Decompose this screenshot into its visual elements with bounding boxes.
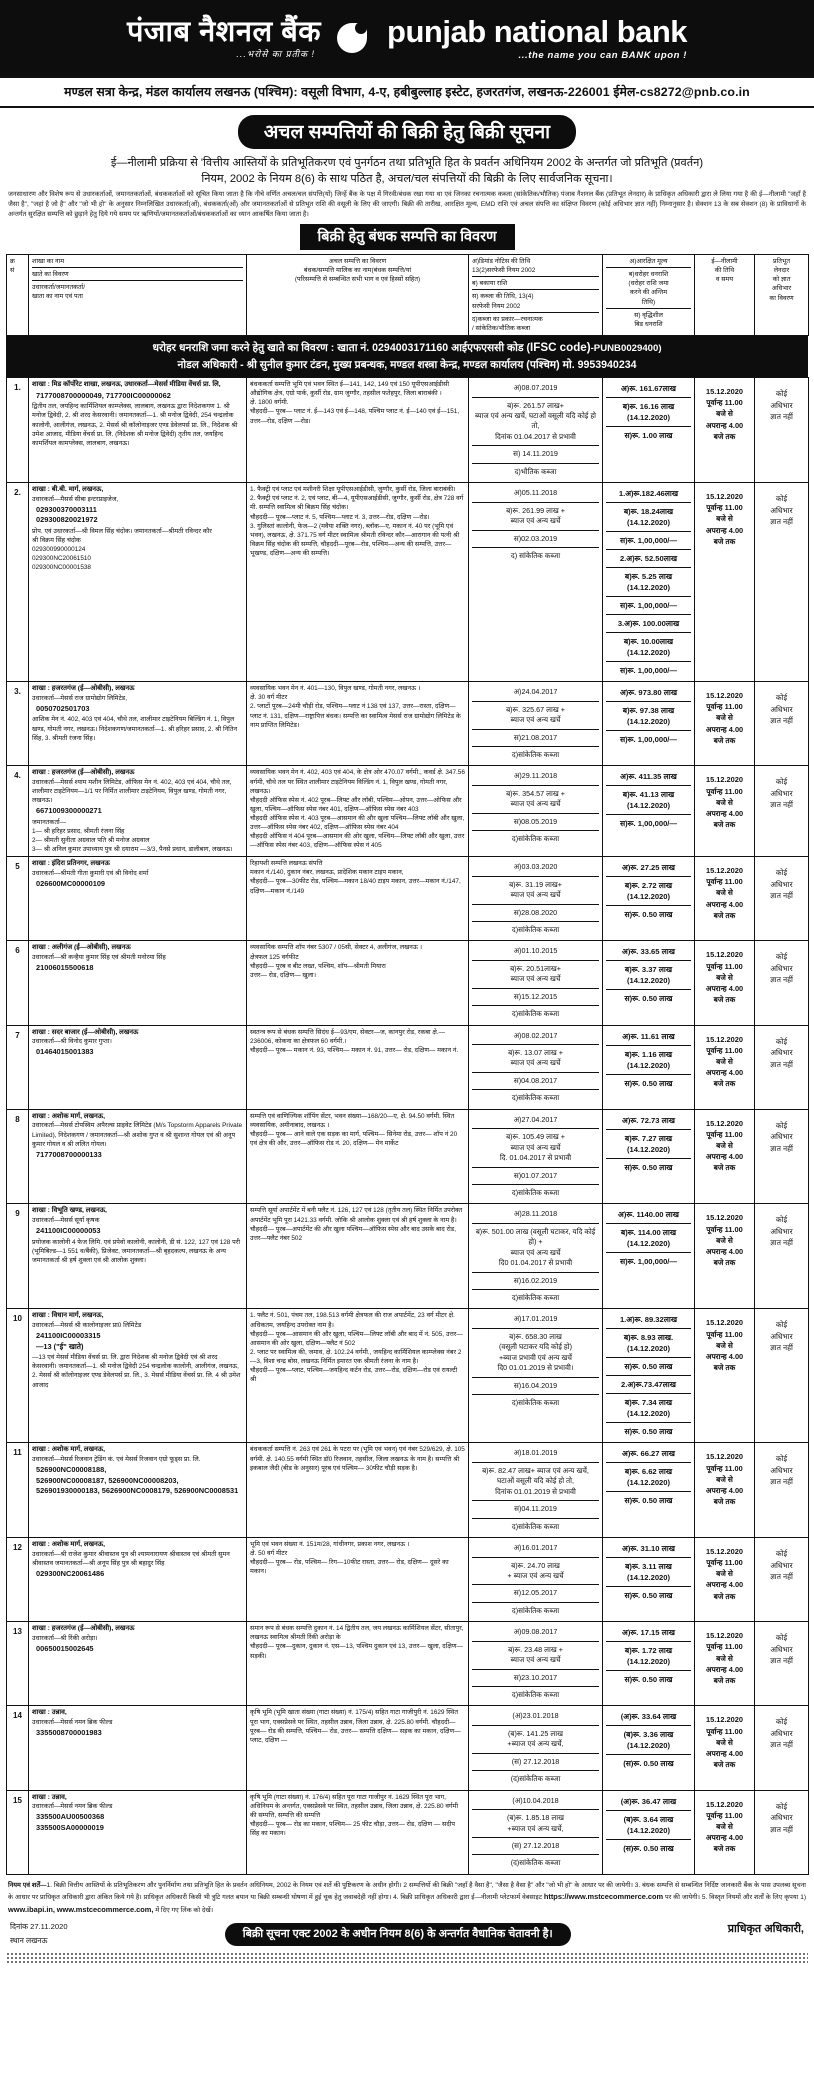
row-branch-details: शाखा : बी.बी. मार्ग, लखनऊ, उधारकर्ता—मैसर्स सीबा इन्टरप्राइजेज, 029300370003111 029300820021972 प्रोप. एवं उधारकर्ता—श्री विमल सिंह चंदोक। जमानतकर्ता—श्रीमती रविन्दर कौर श्री विक्रम सिंह चंदोक 029300990000124 029300NC20061510 029300NC00001538 (29, 483, 247, 682)
row-branch-details: शाखा : अशोक मार्ग, लखनऊ, उधारकर्ता—मेसर्स टोपस्विम अपैरल्स प्राइवेट लिमिटेड (M/s Topstorm Apparels Private Limited), निदेशकगण / जमानतकर्ता—श्री अशोक गुप्त व श्री सुशान्त गोयल एवं श्री अनूप कुमार गोयल व श्री ललित गोयल। 7177008700000133 (29, 1109, 247, 1204)
row-auction-datetime: 15.12.2020 पूर्वान्ह 11.00 बजे से अपरान्ह 4.00 बजे तक (695, 1443, 755, 1538)
row-property-description: समान रूप से बंधक सम्पत्ति दुकान नं. 14 द्वितीय तल, जय लखनऊ कार्मिशियल सेंटर, सीतापुर, लखनऊ स्वामित्व श्रीमती रिंकी अरोड़ा के चौहददी— पूरब—दुकान, दुकान नं. एस—13, पश्चिम दुकान एवं 13, उत्तर— खुला, दक्षिण— सड़की। (247, 1622, 469, 1706)
table-row (7, 941, 809, 1025)
row-demand-notice: अ)09.08.2017 ब)रू. 23.48 लाख + ब्याज एवं अन्य खर्चे स)23.10.2017 द)सांकेतिक कब्जा (469, 1622, 603, 1706)
terms-label: नियम एवं शर्तें— (8, 1881, 47, 1889)
row-branch-details: शाखा : विभूति खण्ड, लखनऊ, उधारकर्ता—मेसर्स सूर्या कृषक 241100IC00000053 प्रयोजक कालोनी 4 फेज लिमि. एवं प्रपेवो कालोनी, कालोनी, डी सं. 122, 127 एवं 128 परी (भूमिबिल्ड—1 551 व/बैंकी), प्रिजेक्ट, जमानतकर्ता—श्री बृहदकल्प, लखनऊ के अन्य जमानतकर्ता श्री हर्ष शुक्ला एवं श्री आलोक शुक्ला। (29, 1204, 247, 1309)
row-reserve-price: अ)रू. 161.67लाख ब)रू. 16.16 लाख (14.12.2020) स)रू. 1.00 लाख (603, 378, 695, 483)
terms-text-2: पर की जायेगी। 5. विस्तृत नियमों और शर्तों के लिए कृपया 1) (663, 1894, 807, 1902)
office-address: मण्डल सत्रा केन्द्र, मंडल कार्यालय लखनऊ (पश्चिम): वसूली विभाग, 4-ए, हबीबुल्लाह इस्टेट, हजरतगंज, लखनऊ-226001 ईमेल-cs8272@pnb.co.in (64, 85, 750, 99)
row-auction-datetime: 15.12.2020 पूर्वान्ह 11.00 बजे से अपरान्ह 4.00 बजे तक (695, 1109, 755, 1204)
row-serial-number: 10 (7, 1309, 29, 1443)
row-property-description: कृषि भूमि (भूमि खाता संख्या (गाटा संख्या) नं. 175/4) सहित गाटा गाजीपुरी नं. 1629 स्थित पूरा भाग, एक्सप्रेसवे पर स्थित, तहसील उन्नाव, जिला उन्नाव, क्षे. 225.80 वर्गमी. चौहददी— पूरब— रोड की सम्पत्ति, पश्चिम— रोड, उत्तर— सम्पत्ति दक्षिण— सड़क का मकान, दक्षिण—प्लाट, दक्षिण — (247, 1706, 469, 1790)
row-serial-number: 9 (7, 1204, 29, 1309)
row-branch-details: शाखा : हजरतगंज (ई—ओबीसी), लखनऊ उधारकर्ता—श्री रिंकी अरोड़ा। 00650015002645 (29, 1622, 247, 1706)
row-auction-datetime: 15.12.2020 पूर्वान्ह 11.00 बजे से अपरान्ह 4.00 बजे तक (695, 1790, 755, 1874)
row-reserve-price: अ)रू. 31.10 लाख ब)रू. 3.11 लाख (14.12.2020) स)रू. 0.50 लाख (603, 1538, 695, 1622)
row-property-description: बंधककर्ता सम्पत्ति नं. 263 एवं 261 के पटरा पर (भूमि एवं भवन) एवं नंबर 529/629, क्षे. 105 वर्गमी. क्षे. 140.55 वर्गमी स्थित डॉ0 रिजवान, तहसील, जिला लखनऊ के नाम है। सम्पत्ति श्री इकबाल जैदी (बीड के अनुसार) पूरब एवं पश्चिम— 30फीट चौड़ी सड़क है। (247, 1443, 469, 1538)
row-reserve-price: 1.अ)रू. 89.32लाख ब)रू. 8.93 लाख. (14.12.2020) स)रू. 0.50 लाख 2.अ)रू.73.47लाख ब)रू. 7.34 लाख (14.12.2020) स)रू. 0.50 लाख (603, 1309, 695, 1443)
lead-line-1: ई—नीलामी प्रक्रिया से 'वित्तीय आस्तियों के प्रतिभूतिकरण एवं पुनर्गठन तथा प्रतिभूति हित के प्रवर्तन अधिनियम 2002 के अन्तर्गत जो प्रतिभूति (प्रवर्तन) (110, 157, 704, 169)
row-branch-details: शाखा : हजरतगंज (ई—ओबीसी), लखनऊ उधारकर्ता—मेसर्स राज ग्रामोद्योग लिमिटेड, 0050702501703 आशिक मेन नं. 402, 403 एवं 404, चौथे तल, शालीमार टाइटेनियम बिल्डिंग नं. 1, विपुल खण्ड, गोमती नगर, लखनऊ। निदेशकगण/जमानतकर्ता—1. श्री हरिहर प्रसाद, 2. श्री नितिन सिंह, 3. श्रीमती रंजना सिंह। (29, 682, 247, 766)
row-encumbrance: कोई अधिभार ज्ञात नहीं (755, 1025, 809, 1109)
row-property-description: भूमि एवं भवन संख्या नं. 151म/28, गांधीनगर, प्रकाश नगर, लखनऊ । क्षे. 50 वर्ग मीटर चौहददी— पूरब— रोड, पश्चिम— रिग—10फीट रास्ता, उत्तर— रोड, दक्षिण— दूसरे का मकान। (247, 1538, 469, 1622)
row-branch-details: शाखा : मिड कॉर्पोरेट शाखा, लखनऊ, उधारकर्ता—मेसर्स मीडिया वेंचर्स प्रा. लि, 7177008700000049, 717700IC00000062 द्वितीय तल, जयहिन्द कार्मिशियल काम्प्लेक्स, लालबाग, लखनऊ द्वारा निदेशकगण 1. श्री मनोज द्विवेदी, 2. श्री शरद केसरवानी। जमानतकर्ता—1. श्री मनोज द्विवेदी, 254 चन्द्रलोक कालोनी, आलीगंज, लखनऊ, 2. मेसर्स श्री कॉलोनाइजर एण्ड डेवेलपर्स प्रा. लि., निदेशक श्री उमेश आजाद, मीडिया वेंचर्स प्रा. लि. (निदेशक श्री मनोज द्विवेदी) तृतीय तल, जयहिन्द कामर्शियल कामप्लेक्स, लालबाग, लखनऊ। (29, 378, 247, 483)
row-auction-datetime: 15.12.2020 पूर्वान्ह 11.00 बजे से अपरान्ह 4.00 बजे तक (695, 857, 755, 941)
table-row (7, 1622, 809, 1706)
col-header-auction-datetime: ई—नीलामी की तिथि व समय (695, 255, 755, 336)
mstc-url-2[interactable]: www.mstcecommerce.com, (56, 1904, 154, 1914)
table-row (7, 483, 809, 682)
row-reserve-price: अ)रू. 72.73 लाख ब)रू. 7.27 लाख (14.12.2020) स)रू. 0.50 लाख (603, 1109, 695, 1204)
row-demand-notice: (अ)23.01.2018 (ब)रू. 141.25 लाख +ब्याज एवं अन्य खर्चे, (स) 27.12.2018 (द)सांकेतिक कब्जा (469, 1706, 603, 1790)
footer-row (0, 1918, 814, 1947)
ibapi-url[interactable]: www.ibapi.in, (8, 1904, 55, 1914)
row-serial-number: 7 (7, 1025, 29, 1109)
emd-account-label: धरोहर धनराशि जमा करने हेतु खाते का विवरण : (152, 341, 335, 354)
row-reserve-price: अ)रू. 33.65 लाख ब)रू. 3.37 लाख (14.12.2020) स)रू. 0.50 लाख (603, 941, 695, 1025)
row-reserve-price: अ)रू. 1140.00 लाख ब)रू. 114.00 लाख (14.12.2020) स)रू. 1,00,000/— (603, 1204, 695, 1309)
table-row (7, 1790, 809, 1874)
ifsc-code: -PUNB0029400) (590, 342, 662, 354)
mstc-url-1[interactable]: https://www.mstcecommerce.com (543, 1892, 664, 1902)
row-auction-datetime: 15.12.2020 पूर्वान्ह 11.00 बजे से अपरान्ह 4.00 बजे तक (695, 483, 755, 682)
row-encumbrance: कोई अधिभार ज्ञात नहीं (755, 1204, 809, 1309)
row-serial-number: 4. (7, 766, 29, 857)
address-bar-wrap (0, 76, 814, 108)
row-encumbrance: कोई अधिभार ज्ञात नहीं (755, 1443, 809, 1538)
row-encumbrance: कोई अधिभार ज्ञात नहीं (755, 1790, 809, 1874)
pnb-emblem-icon (335, 21, 373, 55)
emd-account-strip (6, 336, 808, 377)
row-demand-notice: अ)27.04.2017 ब)रू. 105.49 लाख + ब्याज एवं अन्य खर्चे दि. 01.04.2017 से प्रभावी स)01.07.2017 द)सांकेतिक कब्जा (469, 1109, 603, 1204)
fineprint-paragraph: जनसाधारण और विशेष रूप से उधारकर्ताओं, जमानतकर्ताओं, बंधककर्ताओं को सूचित किया जाता है कि नीचे वर्णित अचल/चल संपत्ति(यों) जिन्हें बैंक के पक्ष में गिरवी/बंधक रखा गया था एवं जिनका रचनात्मक कब्जा (सांकेतिक/भौतिक) पंजाब नैशनल बैंक (प्रतिभूत लेनदार) के प्राधिकृत अधिकारी द्वारा ले लिया गया है की ई—नीलामी "जहाँ है जैसा है", "जहां है जो है" और "जो भी हो" के अनुसार निम्नलिखित उधारकर्ता(ओं), बंधककर्ता(ओं) और जमानतकर्ताओं से प्रतिभूत राशि की वसूली के लिए की जाएगी। बिक्री की तारीख, आरक्षित मूल्य, EMD राशि एवं अचल संपत्ति का संक्षिप्त विवरण (कोई अधिभार ज्ञात नहीं) निम्नानुसार है। सेक्शन 13 के सब सेक्शन (8) के प्राविधानों के अन्तर्गत सुरक्षित सम्पत्ति को छुड़ाने हेतु दिये गये समय पर ऋणियों/जमानतकर्ताओं/बंधककर्ताओं का ध्यान आकर्षित किया जाता है। (8, 191, 806, 219)
col-header-serial: क्र सं (7, 255, 29, 336)
table-row (7, 1109, 809, 1204)
row-serial-number: 3. (7, 682, 29, 766)
table-row (7, 1706, 809, 1790)
terms-text-3: में दिए गए लिंक को देखें। (153, 1906, 214, 1914)
row-demand-notice: अ)29.11.2018 ब)रू. 354.57 लाख + ब्याज एवं अन्य खर्चे स)08.05.2019 द)सांकेतिक कब्जा (469, 766, 603, 857)
row-reserve-price: अ)रू. 411.35 लाख ब)रू. 41.13 लाख (14.12.2020) स)रू. 1,00,000/— (603, 766, 695, 857)
bank-logo-english (387, 13, 688, 61)
row-reserve-price: अ)रू. 11.61 लाख ब)रू. 1.16 लाख (14.12.2020) स)रू. 0.50 लाख (603, 1025, 695, 1109)
row-serial-number: 14 (7, 1706, 29, 1790)
row-property-description: सम्पत्ति एवं वाणिज्यिक शॉपिंग सेंटर, भवन संख्या—168/20—ए, क्षे. 94.50 वर्गमी. स्थित व्यवसायिक, अमीनाबाद, लखनऊ । चौहददी— पूरब— आने वाले एक सड़क का मार्ग, पश्चिम— सिनेमा रोड, उत्तर— शॉप नं 20 एवं क्षेत्र की और, उत्तर—ऑफिस रोड नं. 20, दक्षिण— मेन मार्केट (247, 1109, 469, 1204)
row-auction-datetime: 15.12.2020 पूर्वान्ह 11.00 बजे से अपरान्ह 4.00 बजे तक (695, 1622, 755, 1706)
row-auction-datetime: 15.12.2020 पूर्वान्ह 11.00 बजे से अपरान्ह 4.00 बजे तक (695, 378, 755, 483)
row-branch-details: शाखा : विधान मार्ग, लखनऊ, उधारकर्ता—मेसर्स श्री कालोनाइजर प्रा0 लिमिटेड 241100IC00003315 —13 ("ई" खाते) —13 एवं मेसर्स मीडिया वेंचर्स प्रा. लि. द्वारा निदेशक श्री मनोज द्विवेदी एवं श्री शरद केसरवानी। जमानतकर्ता—1. श्री मनोज द्विवेदी 254 चन्द्रलोक कालोनी, आलीगंज, लखनऊ, 2. मेसर्स श्री कॉलोनाइजर एण्ड डेवेलपर्स प्रा. लि., 3. मेसर्स मीडिया वेंचर्स प्रा. लि. 4 श्री उमेश आजाद (29, 1309, 247, 1443)
bank-logo-hindi (126, 15, 322, 59)
table-row (7, 857, 809, 941)
row-property-description: कृषि भूमि (गाटा संख्या) नं. 176/4) सहित पूरा गाटा गाजीपुर नं. 1629 स्थित पूरा भाग, अधिनियम के अन्तर्गत, एक्सप्रेसवे पर स्थित, तहसील उन्नाव, जिला उन्नाव, क्षे. 225.80 वर्गमी की सम्पत्ति, सम्पत्ति की सम्पत्ति चौहददी— पूरब— रोड का मकान, पश्चिम— 25 फीट चौड़ा, उत्तर— रोड, दक्षिण — सदीप सिंह का मकान। (247, 1790, 469, 1874)
table-row (7, 682, 809, 766)
row-encumbrance: कोई अधिभार ज्ञात नहीं (755, 483, 809, 682)
row-serial-number: 15 (7, 1790, 29, 1874)
notice-place: स्थान लखनऊ (10, 1936, 48, 1946)
row-auction-datetime: 15.12.2020 पूर्वान्ह 11.00 बजे से अपरान्ह 4.00 बजे तक (695, 766, 755, 857)
masthead (0, 0, 814, 76)
row-branch-details: शाखा : इंदिरा प्रतिनगर, लखनऊ उधारकर्ता—श्रीमती गीता कुमारी एवं श्री विनोद शर्मा 026600MC00000109 (29, 857, 247, 941)
row-encumbrance: कोई अधिभार ज्ञात नहीं (755, 941, 809, 1025)
decorative-dotted-bar (6, 1952, 808, 1964)
row-reserve-price: 1.अ)रू.182.46लाख ब)रू. 18.24लाख (14.12.2020) स)रू. 1,00,000/— 2.अ)रू. 52.50लाख ब)रू. 5.25 लाख (14.12.2020) स)रू. 1,00,000/— 3.अ)रू. 100.00लाख ब)रू. 10.00लाख (14.12.2020) स)रू. 1,00,000/— (603, 483, 695, 682)
col-header-demand-notice: अ)डिमांड नोटिस की तिथि 13(2)सरफेसी नियम 2002 ब) बकाया राशि स) कब्जा की तिथि, 13(4) सरफेसी नियम 2002 द)कब्जा का प्रकार—रचनात्मक / सांकेतिक/भौतिक कब्जा (469, 255, 603, 336)
title-band (0, 108, 814, 152)
row-property-description: व्यवसायिक सम्पत्ति शॉप नंबर 5307 / 05सी, सेक्टर 4, अलीगंज, लखनऊ । क्षेत्रफल 125 वर्गफीट चौहददी— पूरब व बीट लख्त, पश्चिम, शॉप—श्रीमती मियारा उत्तर— रोड, दक्षिण— खुला। (247, 941, 469, 1025)
lead-line-2: नियम, 2002 के नियम 8(6) के साथ पठित है, अचल/चल संपत्तियों की बिक्री के लिए सार्वजनिक सूचना। (201, 173, 613, 186)
row-auction-datetime: 15.12.2020 पूर्वान्ह 11.00 बजे से अपरान्ह 4.00 बजे तक (695, 1706, 755, 1790)
row-branch-details: शाखा : उन्नाव, उधारकर्ता—मेसर्स नमन ब्रिक फील्ड 3355008700001983 (29, 1706, 247, 1790)
row-demand-notice: अ)05.11.2018 ब)रू. 261.99 लाख + ब्याज एवं अन्य खर्चे स)02.03.2019 द) सांकेतिक कब्जा (469, 483, 603, 682)
row-encumbrance: कोई अधिभार ज्ञात नहीं (755, 1309, 809, 1443)
row-reserve-price: (अ)रू. 36.47 लाख (ब)रू. 3.64 लाख (14.12.2020) (स)रू. 0.50 लाख (603, 1790, 695, 1874)
row-demand-notice: अ)08.07.2019 ब)रू. 261.57 लाख+ ब्याज एवं अन्य खर्चे, घटाओं वसूली यदि कोई हो तो, दिनांक 01.04.2017 से प्रभावी स) 14.11.2019 द)भौतिक कब्जा (469, 378, 603, 483)
row-serial-number: 12 (7, 1538, 29, 1622)
row-branch-details: शाखा : अशोक मार्ग, लखनऊ, उधारकर्ता—श्री राजेश कुमार श्रीवास्तव पुत्र श्री श्यामनारायण श्रीवास्तव एवं श्रीमती सुमन श्रीवास्तव जमानतकर्ता—श्री अनूप सिंह पुत्र श्री बहादुर सिंह 029300NC20061486 (29, 1538, 247, 1622)
section-subtitle: बिक्री हेतु बंधक सम्पत्ति का विवरण (300, 224, 515, 250)
row-demand-notice: (अ)10.04.2018 (ब)रू. 1.85.18 लाख +ब्याज एवं अन्य खर्चे, (स) 27.12.2018 (द)सांकेतिक कब्जा (469, 1790, 603, 1874)
row-encumbrance: कोई अधिभार ज्ञात नहीं (755, 1109, 809, 1204)
row-property-description: स्वतन्त्र रूप से बंधक सम्पत्ति सिदंध ई—93/एम, सेक्टर—ज, कानपुर रोड, रकबा क्षे.—236006, कोकना का क्षेत्रफल 60 वर्गमी.। चौहददी— पूरब— मकान नं. 93, पश्चिम— मकान नं. 91, उत्तर— रोड, दक्षिण— मकान नं. (247, 1025, 469, 1109)
col-header-encumbrance: प्रतिभूत लेनदार को ज्ञात अधिभार का विवरण (755, 255, 809, 336)
row-encumbrance: कोई अधिभार ज्ञात नहीं (755, 857, 809, 941)
row-property-description: व्यवसायिक भवन मेन नं. 401—130, विपुल खण्ड, गोमती नगर, लखनऊ । क्षे. 30 वर्ग मीटर 2. प्लाटों पूरब—24मी चौड़ी रोड, पश्चिम—प्लाट नं 138 एवं 137, उत्तर—रास्ता, दक्षिण—प्लाट नं. 131, दक्षिण—राष्ट्रापित्त बंधक। सम्पत्ति का स्वामित्व मेसर्स राज ग्रामोद्योग लिमिटेड के नाम प्राप्तित लिमिटेड। (247, 682, 469, 766)
table-row (7, 1025, 809, 1109)
row-encumbrance: कोई अधिभार ज्ञात नहीं (755, 378, 809, 483)
row-branch-details: शाखा : सदर बाजार (ई—ओबीसी), लखनऊ उधारकर्ता—श्री विनोद कुमार गुप्ता। 01464015001383 (29, 1025, 247, 1109)
row-property-description: सम्पत्ति सूर्या अपार्टमेंट में बनी फ्लैट नं. 126, 127 एवं 128 (तृतीय तल) स्थित निर्मित उपरोक्त अपार्टमेंट भूमि पूरा 1421.33 वर्गमी. जोकि श्री आलोक शुक्ला एवं श्री हर्ष शुक्ला के नाम है। चौहददी— पूरब—अपार्टमेंट की और खुला पश्चिम—ऑफिस स्पेस और बाद उसके बाद रोड, उत्तर—फ्लैट नंबर 502 (247, 1204, 469, 1309)
row-serial-number: 8 (7, 1109, 29, 1204)
row-auction-datetime: 15.12.2020 पूर्वान्ह 11.00 बजे से अपरान्ह 4.00 बजे तक (695, 682, 755, 766)
row-serial-number: 11 (7, 1443, 29, 1538)
row-encumbrance: कोई अधिभार ज्ञात नहीं (755, 1622, 809, 1706)
nodal-officer-line: नोडल अधिकारी - श्री सुनील कुमार टंडन, मुख्य प्रबन्धक, मण्डल शस्त्रा केन्द्र, मण्डल कार्यालय (पश्चिम) मो. 9953940234 (177, 358, 637, 371)
row-branch-details: शाखा : अलीगंज (ई—ओबीसी), लखनऊ उधारकर्ता—श्री कन्हैया कुमार सिंह एवं श्रीमती मनोरमा सिंह 21006015500618 (29, 941, 247, 1025)
table-row (7, 766, 809, 857)
emd-account-line (12, 339, 802, 357)
bank-name-hindi: पंजाब नैशनल बैंक (126, 15, 322, 48)
row-property-description: 1. फैक्ट्री एवं प्लाट एवं मशीनरी शिक्षा यूपीएसआईडीसी, जुग्गौर, कुर्सी रोड, जिला बाराबंकी। 2. फैक्ट्री एवं प्लाट नं. 2, एवं प्लाट, बी—4, यूपीएसआईडीसी, जुग्गौर, कुर्सी रोड, क्षेत्र 728 वर्ग मी. सम्पत्ति स्वामित्व श्री बिक्रम सिंह चंदोक। चौहददी— पूरब—प्लाट नं. 5, पश्चिम—प्लाट नं. 3, उत्तर—रोड, दक्षिण —रोड। 3. गुलिस्तां कालोनी, फेज—2 (मवैया शक्ति नगर), ब्लॉक—ए, मकान नं. 40 पर (भूमि एवं भवन), लखनऊ, क्षे. 371.75 वर्ग मीटर स्वामित्व श्रीमती रविन्दर कौर—आरागान की पत्नी श्री विक्रम सिंह चंदोक की सम्पत्ति, चौहददी—पूरब—रोड, पश्चिम—अन्य की सम्पत्ति, उत्तर—भूखण्ड, दक्षिण—अन्य की सम्पत्ति। (247, 483, 469, 682)
row-demand-notice: अ)28.11.2018 ब)रू. 501.00 लाख (वसूली घटाकर, यदि कोई हो) + ब्याज एवं अन्य खर्चे दि0 01.04.2017 से प्रभावी स)16.02.2019 द)सांकेतिक कब्जा (469, 1204, 603, 1309)
table-row (7, 1443, 809, 1538)
row-auction-datetime: 15.12.2020 पूर्वान्ह 11.00 बजे से अपरान्ह 4.00 बजे तक (695, 1025, 755, 1109)
statutory-warning: बिक्री सूचना एक्ट 2002 के अधीन नियम 8(6) के अन्तर्गत वैधानिक चेतावनी है। (225, 1923, 571, 1946)
row-auction-datetime: 15.12.2020 पूर्वान्ह 11.00 बजे से अपरान्ह 4.00 बजे तक (695, 1204, 755, 1309)
row-reserve-price: अ)रू. 66.27 लाख ब)रू. 6.62 लाख (14.12.2020) स)रू. 0.50 लाख (603, 1443, 695, 1538)
row-demand-notice: अ)16.01.2017 ब)रू. 24.70 लाख + ब्याज एवं अन्य खर्चे स)12.05.2017 द)सांकेतिक कब्जा (469, 1538, 603, 1622)
row-branch-details: शाखा : हजरतगंज (ई—ओबीसी), लखनऊ उधारकर्ता—मेसर्स श्याम मशीन लिमिटेड, ऑफिस मेन नं. 402, 403 एवं 404, चौथे तल, शालीमार टाइटेनियम—1/1 पर निर्मित शालीमार टाइटेनियम, विपुल खण्ड, गोमती नगर, लखनऊ। 6671009300000271 जमानतकर्ता— 1— श्री हरिहर प्रसाद, श्रीमती रंजना सिंह 2— श्रीमती सुनीता अग्रवाल पति श्री मनोज अग्रवाल 3— श्री अनिल कुमार उपाध्याय पुत्र श्री दयाराम —3/3, पैनसे प्रधान, डालीबाग, लखनऊ। (29, 766, 247, 857)
lead-paragraph (0, 152, 814, 187)
bank-tagline-english: ...the name you can BANK upon ! (518, 49, 688, 61)
emd-account-number: खाता नं. 0294003171160 आईएफएससी कोड ( (337, 341, 531, 354)
notice-date: दिनांक 27.11.2020 (10, 1922, 68, 1932)
row-demand-notice: अ)03.03.2020 ब)रू. 31.19 लाख+ ब्याज एवं अन्य खर्चे स)28.08.2020 द)सांकेतिक कब्जा (469, 857, 603, 941)
row-branch-details: शाखा : उन्नाव, उधारकर्ता—मेसर्स नमन ब्रिक फील्ड 335500AU00500368 335500SA00000019 (29, 1790, 247, 1874)
row-branch-details: शाखा : अशोक मार्ग, लखनऊ, उधारकर्ता—मेसर्स रिजवान ट्रेडिंग कं. एवं मेसर्स रिजवान एग्रो फूड्स प्रा. लि. 526900NC00008188, 526900NC00008187, 526900NC00008203, 526901930000183, 5626900NC0008179, 526900NC0008531 (29, 1443, 247, 1538)
subtitle-band (0, 220, 814, 254)
row-demand-notice: अ)18.01.2019 ब)रू. 82.47 लाख+ ब्याज एवं अन्य खर्चे, घटाओं वसूली यदि कोई हो तो, दिनांक 01.01.2019 से प्रभावी स)04.11.2019 द)सांकेतिक कब्जा (469, 1443, 603, 1538)
row-encumbrance: कोई अधिभार ज्ञात नहीं (755, 766, 809, 857)
authorised-officer-signature: प्राधिकृत अधिकारी, (727, 1922, 804, 1935)
row-property-description: रिहायशी सम्पत्ति लखनऊ संपत्ति मकान नं./140, दुकान नंबर, लखनऊ, प्रादेशिक मकान टाइप मकान, चौहददी— पूरब—30फीट रोड, पश्चिम—मकान 18/40 टाइप मकान, उत्तर—मकान नं./147, दक्षिण—मकान नं./149 (247, 857, 469, 941)
row-demand-notice: अ)17.01.2019 ब)रू. 658.30 लाख (वसूली घटाकर यदि कोई हो) +ब्याज प्रभावी एवं अन्य खर्चे दि0 01.01.2019 से प्रभावी। स)16.04.2019 द)सांकेतिक कब्जा (469, 1309, 603, 1443)
table-row (7, 1204, 809, 1309)
row-encumbrance: कोई अधिभार ज्ञात नहीं (755, 1538, 809, 1622)
col-header-branch: शाखा का नाम खाते का विवरण उधारकर्ता/जमानतकर्ता/ खाता का नाम एवं पता (29, 255, 247, 336)
row-reserve-price: अ)रू. 27.25 लाख ब)रू. 2.72 लाख (14.12.2020) स)रू. 0.50 लाख (603, 857, 695, 941)
row-auction-datetime: 15.12.2020 पूर्वान्ह 11.00 बजे से अपरान्ह 4.00 बजे तक (695, 941, 755, 1025)
col-header-reserve-price: अ)आरक्षित मूल्य ब)धरोहर धनराशि (धरोहर राशि जमा करने की अन्तिम तिथि) स) वृद्धिशील बिड धनराशि (603, 255, 695, 336)
row-reserve-price: (अ)रू. 33.64 लाख (ब)रू. 3.36 लाख (14.12.2020) (स)रू. 0.50 लाख (603, 1706, 695, 1790)
row-property-description: 1. फ्लैट नं. 501, पंचम तल, 198.513 वर्गमी क्षेत्रफल की राज अपार्टमेंट, 23 वर्ग मीटर क्षे. अधिकतम, जयहिन्द उपरोक्त नाम है। चौहददी— पूरब—आसमान की और खुला, पश्चिम—लिफ्ट लॉबी और बाद में नं. 505, उत्तर—आसमान की ओर खुला, दक्षिण—फ्लैट नं 502 2. प्लाट पर स्वामित्व की, जमाव, क्षे. 102.24 वर्गमी., जयहिन्द कार्मिशियल काम्प्लेक्स नंबर 2—3, विशा चन्द्र बोस, लखनऊ निर्मित इमारत एक श्रीमती रंजना के नाम है। चौहददी— पूरब—प्लाट, पश्चिम—जयहिन्द कर्टन रोड, उत्तर—रोड, दक्षिण—रोड एवं रायल्टी श्री (247, 1309, 469, 1443)
row-property-description: व्यवसायिक भवन मेन नं. 402, 403 एवं 404, के क्षेत्र ओर 470.07 वर्गमी., कवर्ड क्षे. 347.56 वर्गमी, चौथे तल पर स्थित शालीमार टाइटेनियम विल्डिंग नं. 1, विपुल खण्ड, गोमती नगर, लखनऊ। चौहददी ऑफिस स्पेस नं. 402 पूरब—लिफ्ट और लॉबी, पश्चिम—ओपन, उत्तर—ओफिस और खुला, पश्चिम—ऑफिस स्पेस नंबर 401, दक्षिण—ऑफिस स्पेस नंबर 403 चौहददी ऑफिस स्पेस नं. 403 पूरब—आसमान की और खुला पश्चिम—लिफ्ट लॉबी और खुला, उत्तर—ऑफिस स्पेस नंबर 402, दक्षिण—ऑफिस स्पेस नंबर 404 चौहददी ऑफिस नं 404 पूरब—आसमान की ओर खुला, पश्चिम—लिफ्ट लॉबी और खुला, उत्तर—ऑफिस स्पेस नंबर 403, दक्षिण—ऑफिस स्पेस नं 405 (247, 766, 469, 857)
col-header-property: अचल सम्पत्ति का विवरण बंधक/सम्पत्ति मालिक का नाम(बंधक सम्पत्ति/यां (परिसम्पत्ति से सम्बन्धित सभी भाग व एवं हिस्सों सहित) (247, 255, 469, 336)
row-property-description: बंधककर्ता सम्पत्ति भूमि एवं भवन स्थित ई—141, 142, 149 एवं 150 यूपीएसआईडीसी औद्योगिक क्षेत्र, एग्रो पार्क, कुर्सी रोड, ग्राम जुग्गौर, तहसील फतेहपुर, जिला बाराबंकी । क्षे. 1800 वर्गमी. चौहददी— पूरब— प्लाट नं. ई—143 एवं ई—148, पश्चिम प्लाट नं. ई—140 एवं ई—151, उत्तर—रोड, दक्षिण —रोड। (247, 378, 469, 483)
bank-tagline-hindi: ...भरोसे का प्रतीक ! (236, 48, 316, 59)
terms-text-1: 1. बिक्री वित्तीय आस्तियों के प्रतिभूतिकरण और पुनर्निर्माण तथा प्रतिभूति हित के प्रवर्तन अधिनियम, 2002 के नियम एवं शर्ते की पुष्टिकरण के अधीन होगी। 2 सम्पत्तियों की बिक्री "जहाँ है वैसा है", "जैसा है वैसा है" और "जो भी हो" के आधार पर की जायेगी। 3. बंधक सम्पत्ति से सम्बन्धित निर्दिष्ट जानकारी बैंक के पास उपलब्ध सूचना के आधार पर प्राधिकृत अधिकारी द्वारा अंकित किये गये है। प्राधिकृत अधिकारी किसी भी त्रुटि गलत बयान या बिक्री सम्बन्धी घोषणा में हुई चूक हेतु जवाबदेही नहीं होगा। 4. बिक्री प्राधिकृत अधिकारी द्वारा ई—नीलामी प्लेटफार्म वेबसाइट (8, 1881, 806, 1902)
row-serial-number: 1. (7, 378, 29, 483)
terms-and-conditions (0, 1877, 814, 1919)
row-serial-number: 6 (7, 941, 29, 1025)
table-row (7, 1538, 809, 1622)
row-reserve-price: अ)रू. 17.15 लाख ब)रू. 1.72 लाख (14.12.2020) स)रू. 0.50 लाख (603, 1622, 695, 1706)
row-auction-datetime: 15.12.2020 पूर्वान्ह 11.00 बजे से अपरान्ह 4.00 बजे तक (695, 1309, 755, 1443)
row-demand-notice: अ)24.04.2017 ब)रू. 325.67 लाख + ब्याज एवं अन्य खर्चे स)21.08.2017 द)सांकेतिक कब्जा (469, 682, 603, 766)
table-row (7, 378, 809, 483)
properties-table (6, 377, 809, 1875)
table-header-row (7, 255, 809, 336)
row-serial-number: 5 (7, 857, 29, 941)
ifsc-label: IFSC code) (530, 340, 591, 354)
row-demand-notice: अ)01.10.2015 ब)रू. 20.51लाख+ ब्याज एवं अन्य खर्चे स)15.12.2015 द)सांकेतिक कब्जा (469, 941, 603, 1025)
row-demand-notice: अ)08.02.2017 ब)रू. 13.07 लाख + ब्याज एवं अन्य खर्चे स)04.08.2017 द)सांकेतिक कब्जा (469, 1025, 603, 1109)
row-serial-number: 2. (7, 483, 29, 682)
row-encumbrance: कोई अधिभार ज्ञात नहीं (755, 1706, 809, 1790)
table-row (7, 1309, 809, 1443)
row-reserve-price: अ)रू. 973.80 लाख ब)रू. 97.38 लाख (14.12.2020) स)रू. 1,00,000/— (603, 682, 695, 766)
table-header-block (6, 254, 809, 336)
row-encumbrance: कोई अधिभार ज्ञात नहीं (755, 682, 809, 766)
footer-left (10, 1920, 68, 1947)
row-serial-number: 13 (7, 1622, 29, 1706)
page-title: अचल सम्पत्तियों की बिक्री हेतु बिक्री सूचना (238, 115, 576, 149)
row-auction-datetime: 15.12.2020 पूर्वान्ह 11.00 बजे से अपरान्ह 4.00 बजे तक (695, 1538, 755, 1622)
bank-name-english: punjab national bank (387, 13, 688, 49)
